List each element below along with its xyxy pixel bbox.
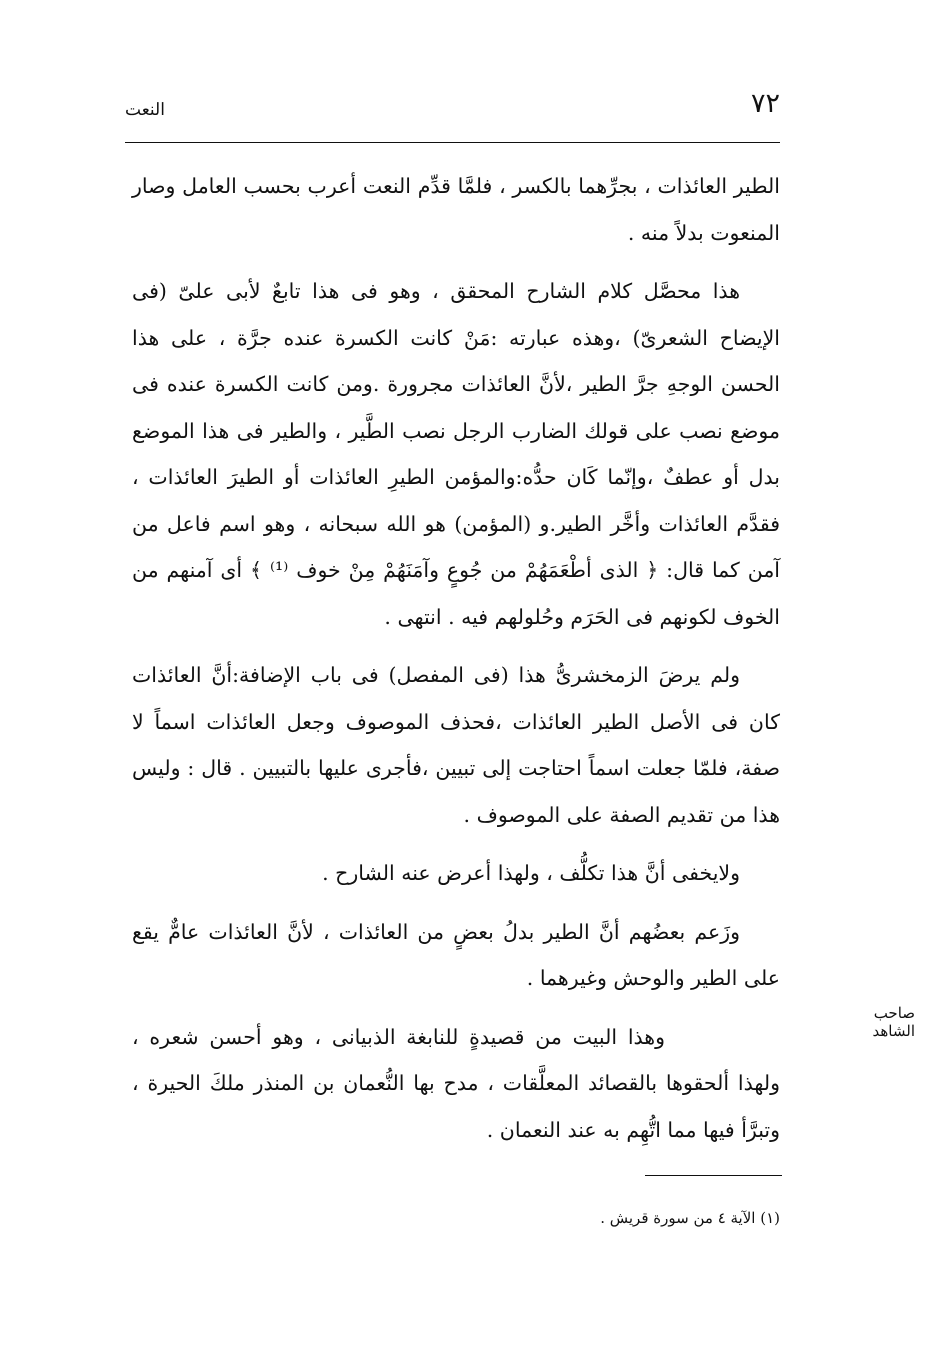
margin-notes (765, 1004, 915, 1040)
paragraph-2: هذا محصَّل كلام الشارح المحقق ، وهو فى هذا تابعٌ لأبى علىّ (فى الإيضاح الشعرىّ) ،وهذه عبارته :مَنْ كانت الكسرة عنده جرَّة ، على هذا الحسن الوجهِ جرَّ الطير ،لأنَّ العائذات مجرورة .ومن كانت الكسرة عنده فى موضع نصب على قولك الضارب الرجل نصب الطَّير ، والطير فى هذا الموضع بدل أو عطفٌ ،وإنّما كَان حدُّه:والمؤمن الطيرِ العائذات أو الطيرَ العائذات ، فقدَّم العائذات وأخَّر الطير.و (المؤمن) هو الله سبحانه ، وهو اسم فاعل من آمن كما قال: ﴿ الذى أطْعَمَهُمْ من جُوعٍ وآمَنَهُمْ مِنْ خوف ⁽¹⁾ ﴾ أى آمنهم من الخوف لكونهم فى الحَرَم وحُلولهم فيه . انتهى . (132, 279, 780, 629)
footnote-rule (645, 1175, 782, 1176)
page-number: ٧٢ (750, 88, 780, 119)
paragraph-6: وهذا البيت من قصيدةٍ للنابغة الذبيانى ، وهو أحسن شعره ، ولهذا ألحقوها بالقصائد المعلَّقات ، مدح بها النُّعمان بن المنذر ملكَ الحيرة ، وتبرَّأ فيها مما اتُّهِم به عند النعمان . (132, 1024, 780, 1142)
footnote: (١) الآية ٤ من سورة قريش . (600, 1209, 780, 1227)
margin-note-owner: صاحب (873, 1004, 915, 1022)
paragraph-1: الطير العائذات ، بجرِّهما بالكسر ، فلمَّا قدِّم النعت أعرب بحسب العامل وصار المنعوت بدلاً منه . (132, 174, 780, 245)
paragraph-5: وزَعم بعضُهم أنَّ الطير بدلُ بعضٍ من العائذات ، لأنَّ العائذات عامٌّ يقع على الطير والوحش وغيرهما . (132, 919, 780, 990)
main-text (132, 163, 780, 1165)
page-header (125, 88, 780, 132)
paragraph-3: ولم يرضَ الزمخشرىُّ هذا (فى المفصل) فى باب الإضافة:أنَّ العائذات كان فى الأصل الطير العائذات ،فحذف الموصوف وجعل العائذات اسماً لا صفة، فلمّا جعلت اسماً احتاجت إلى تبيين ،فأجرى عليها بالتبيين . قال : وليس هذا من تقديم الصفة على الموصوف . (132, 663, 780, 827)
header-rule (125, 142, 780, 143)
paragraph-4: ولايخفى أنَّ هذا تكلُّف ، ولهذا أعرض عنه الشارح . (322, 861, 740, 885)
running-title: النعت (125, 100, 165, 120)
margin-note-evidence: الشاهد (872, 1022, 915, 1040)
